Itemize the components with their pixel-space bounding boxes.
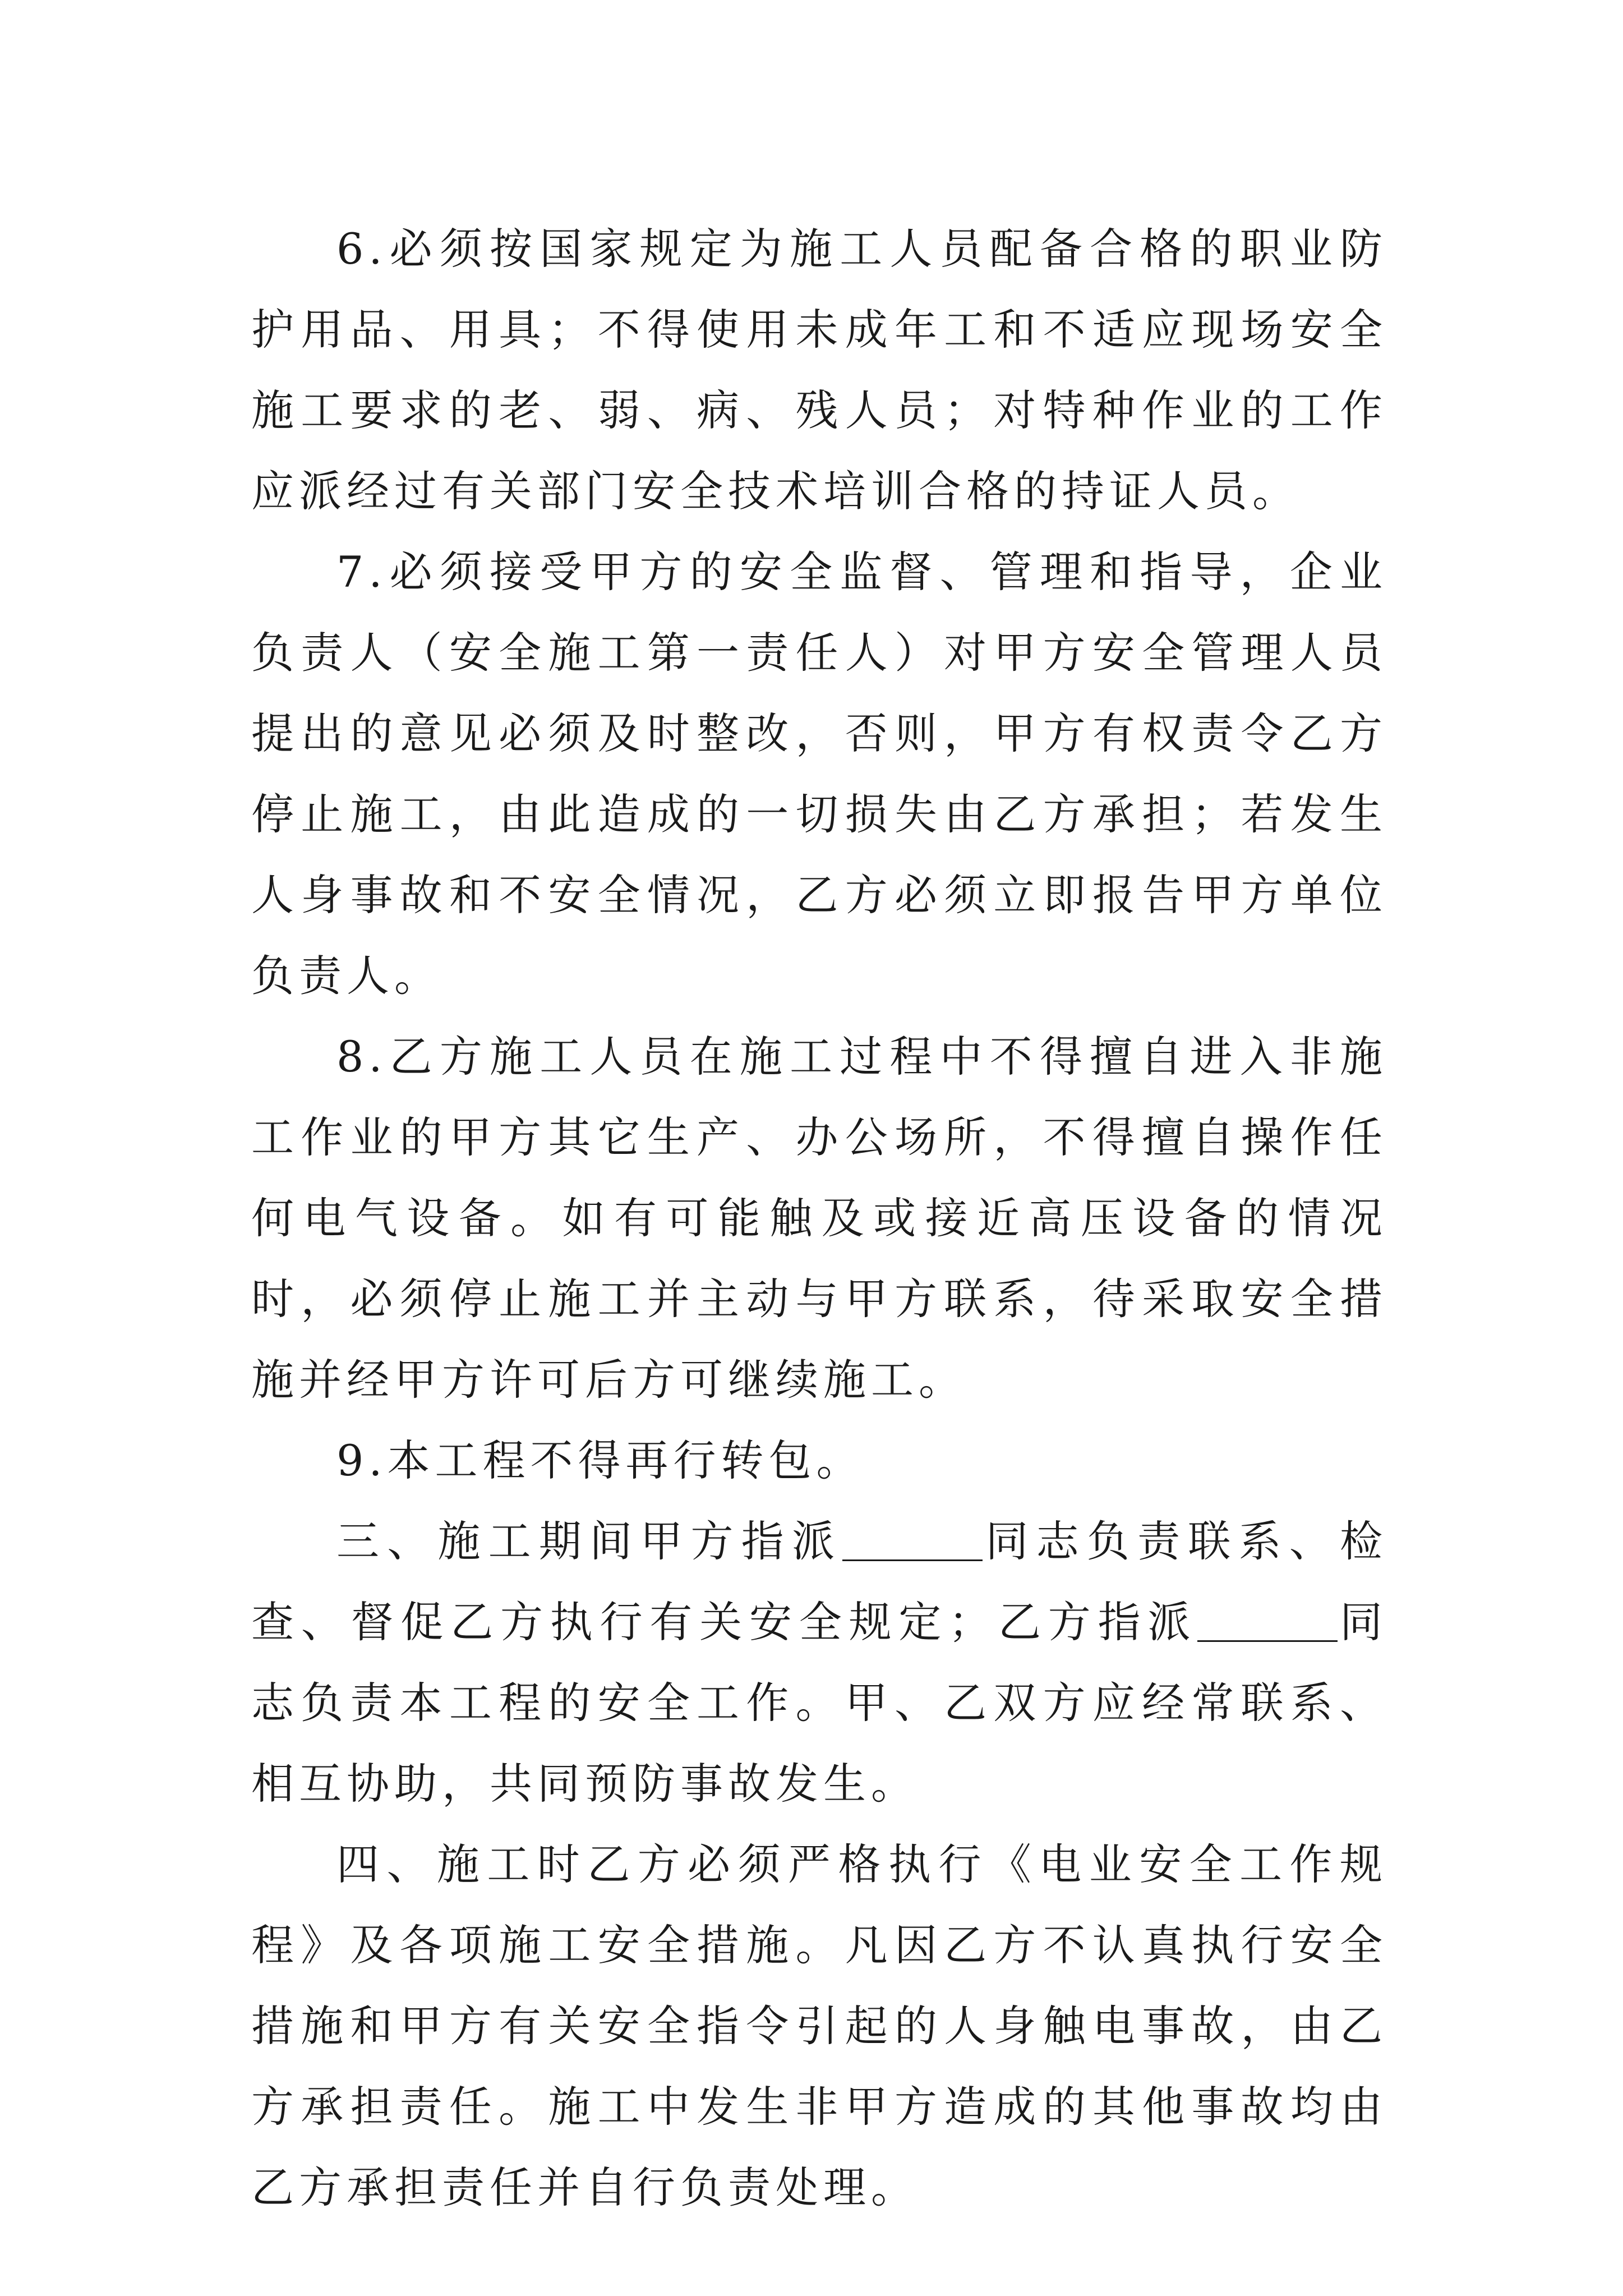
- section-3-text-part-3: 同志负责本工程的安全工作。甲、乙双方应经常联系、相互协助，共同预防事故发生。: [251, 1597, 1388, 1809]
- section-3-text-part-1: 三、施工期间甲方指派: [336, 1516, 843, 1566]
- section-3-paragraph: [251, 1501, 1387, 1824]
- document-body: [251, 209, 1387, 2228]
- paragraph-item-7: 7.必须接受甲方的安全监督、管理和指导，企业负责人（安全施工第一责任人）对甲方安全管理人员提出的意见必须及时整改，否则，甲方有权责令乙方停止施工，由此造成的一切损失由乙方承担；若发生人身事故和不安全情况，乙方必须立即报告甲方单位负责人。: [251, 547, 1387, 1001]
- blank-line-party-a-contact: [842, 1517, 983, 1561]
- paragraph-item-9: 9.本工程不得再行转包。: [336, 1435, 864, 1485]
- blank-line-party-b-contact: [1197, 1598, 1338, 1642]
- paragraph-item-8: 8.乙方施工人员在施工过程中不得擅自进入非施工作业的甲方其它生产、办公场所，不得擅自操作任何电气设备。如有可能触及或接近高压设备的情况时，必须停止施工并主动与甲方联系，待采取安全措施并经甲方许可后方可继续施工。: [251, 1032, 1387, 1405]
- section-4-paragraph: 四、施工时乙方必须严格执行《电业安全工作规程》及各项施工安全措施。凡因乙方不认真执行安全措施和甲方有关安全指令引起的人身触电事故，由乙方承担责任。施工中发生非甲方造成的其他事故均由乙方承担责任并自行负责处理。: [251, 1839, 1387, 2212]
- section-3-text-part-2: 同志负责联系、检查、督促乙方执行有关安全规定；乙方指派: [251, 1516, 1388, 1647]
- paragraph-item-6: 6.必须按国家规定为施工人员配备合格的职业防护用品、用具；不得使用未成年工和不适应现场安全施工要求的老、弱、病、残人员；对特种作业的工作应派经过有关部门安全技术培训合格的持证人员。: [251, 224, 1387, 516]
